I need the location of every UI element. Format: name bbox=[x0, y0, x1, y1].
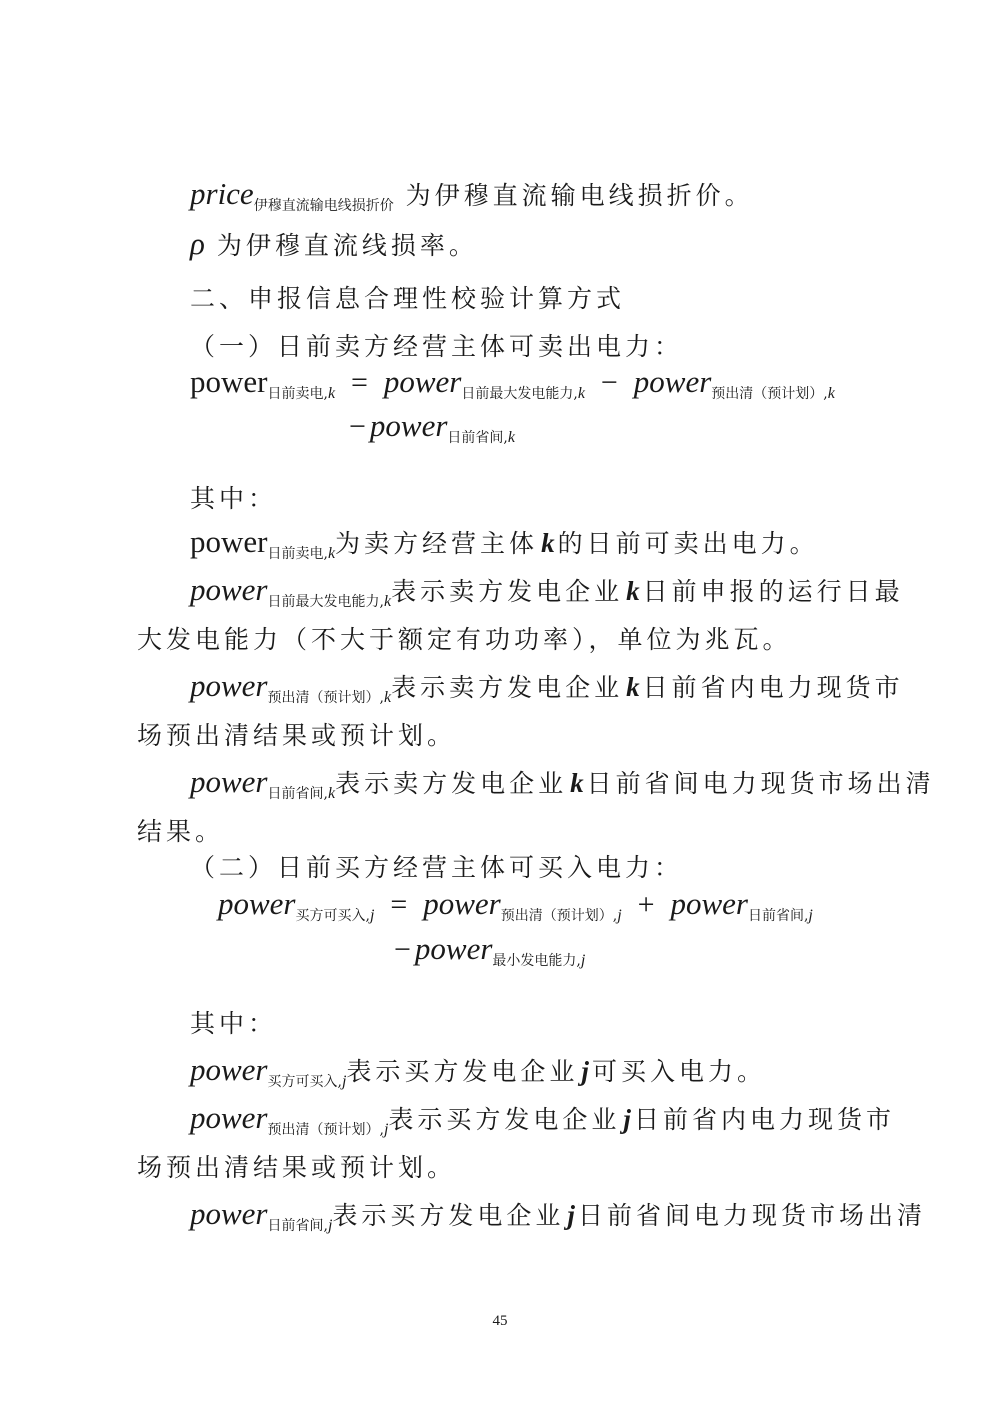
math-subscript: 伊穆直流输电线损折价 bbox=[253, 198, 394, 214]
definition-text: 为伊穆直流线损率。 bbox=[216, 231, 478, 260]
definition-line: power$_{日前卖电,k}$为卖方经营主体 k 的日前可卖出电力。 bbox=[190, 524, 819, 562]
math-subscript: 预出清（预计划）,j bbox=[500, 907, 622, 924]
math-operator: − bbox=[600, 366, 618, 399]
equation-1-line-1 bbox=[190, 364, 835, 403]
math-term: power bbox=[190, 364, 268, 399]
section-heading: 二、申报信息合理性校验计算方式 bbox=[190, 284, 626, 313]
math-subscript: 日前最大发电能力,k bbox=[461, 385, 585, 402]
math-operator: = bbox=[351, 366, 368, 399]
paragraph-continuation: 大发电能力（不大于额定有功功率），单位为兆瓦。 bbox=[137, 625, 792, 654]
equation-1-line-2 bbox=[345, 408, 515, 447]
math-term: power bbox=[423, 886, 501, 921]
subsection-heading-1: （一）日前卖方经营主体可卖出电力： bbox=[190, 332, 684, 361]
paragraph-continuation: 场预出清结果或预计划。 bbox=[137, 1153, 457, 1182]
math-operator: − bbox=[349, 410, 366, 443]
math-variable: ρ bbox=[190, 226, 205, 261]
subsection-heading-2: （二）日前买方经营主体可买入电力： bbox=[190, 853, 684, 882]
math-subscript: 日前省间,k bbox=[447, 429, 515, 446]
paragraph-continuation: 结果。 bbox=[137, 817, 225, 846]
definition-line: power$_{日前省间,j}$表示买方发电企业 j 日前省间电力现货市场出清 bbox=[190, 1196, 926, 1234]
math-subscript: 日前省间,j bbox=[747, 907, 813, 924]
math-subscript: 日前卖电,k bbox=[267, 385, 336, 402]
where-label-2: 其中： bbox=[190, 1009, 278, 1038]
equation-2-line-2 bbox=[390, 931, 585, 970]
math-subscript: 预出清（预计划）,k bbox=[711, 385, 835, 402]
definition-line: power$_{买方可买入,j}$表示买方发电企业 j 可买入电力。 bbox=[190, 1052, 766, 1090]
math-operator: = bbox=[390, 888, 408, 921]
math-operator: + bbox=[637, 888, 655, 921]
definition-text: 为伊穆直流输电线损折价。 bbox=[405, 181, 754, 210]
where-label-1: 其中： bbox=[190, 484, 278, 513]
math-term: power bbox=[383, 364, 462, 399]
math-term: power bbox=[633, 364, 712, 399]
definition-price-line bbox=[190, 176, 754, 215]
definition-line: power$_{日前省间,k}$表示卖方发电企业 k 日前省间电力现货市场出清 bbox=[190, 764, 935, 802]
page-number: 45 bbox=[492, 1313, 508, 1329]
math-term: power bbox=[414, 931, 493, 966]
math-subscript: 最小发电能力,j bbox=[492, 952, 586, 969]
paragraph-continuation: 场预出清结果或预计划。 bbox=[137, 721, 457, 750]
math-term: power bbox=[670, 886, 748, 921]
definition-line: power$_{日前最大发电能力,k}$表示卖方发电企业 k 日前申报的运行日最 bbox=[190, 572, 904, 610]
math-term: power bbox=[218, 886, 296, 921]
equation-2-line-1 bbox=[218, 886, 813, 925]
math-operator: − bbox=[394, 933, 411, 966]
math-term: power bbox=[369, 408, 448, 443]
math-subscript: 买方可买入,j bbox=[295, 907, 375, 924]
math-variable: price bbox=[190, 176, 254, 211]
definition-line: power$_{预出清(预计划),k}$表示卖方发电企业 k 日前省内电力现货市 bbox=[190, 668, 904, 706]
definition-line: power$_{预出清(预计划),j}$表示买方发电企业 j 日前省内电力现货市 bbox=[190, 1100, 895, 1138]
definition-rho-line bbox=[190, 226, 478, 262]
